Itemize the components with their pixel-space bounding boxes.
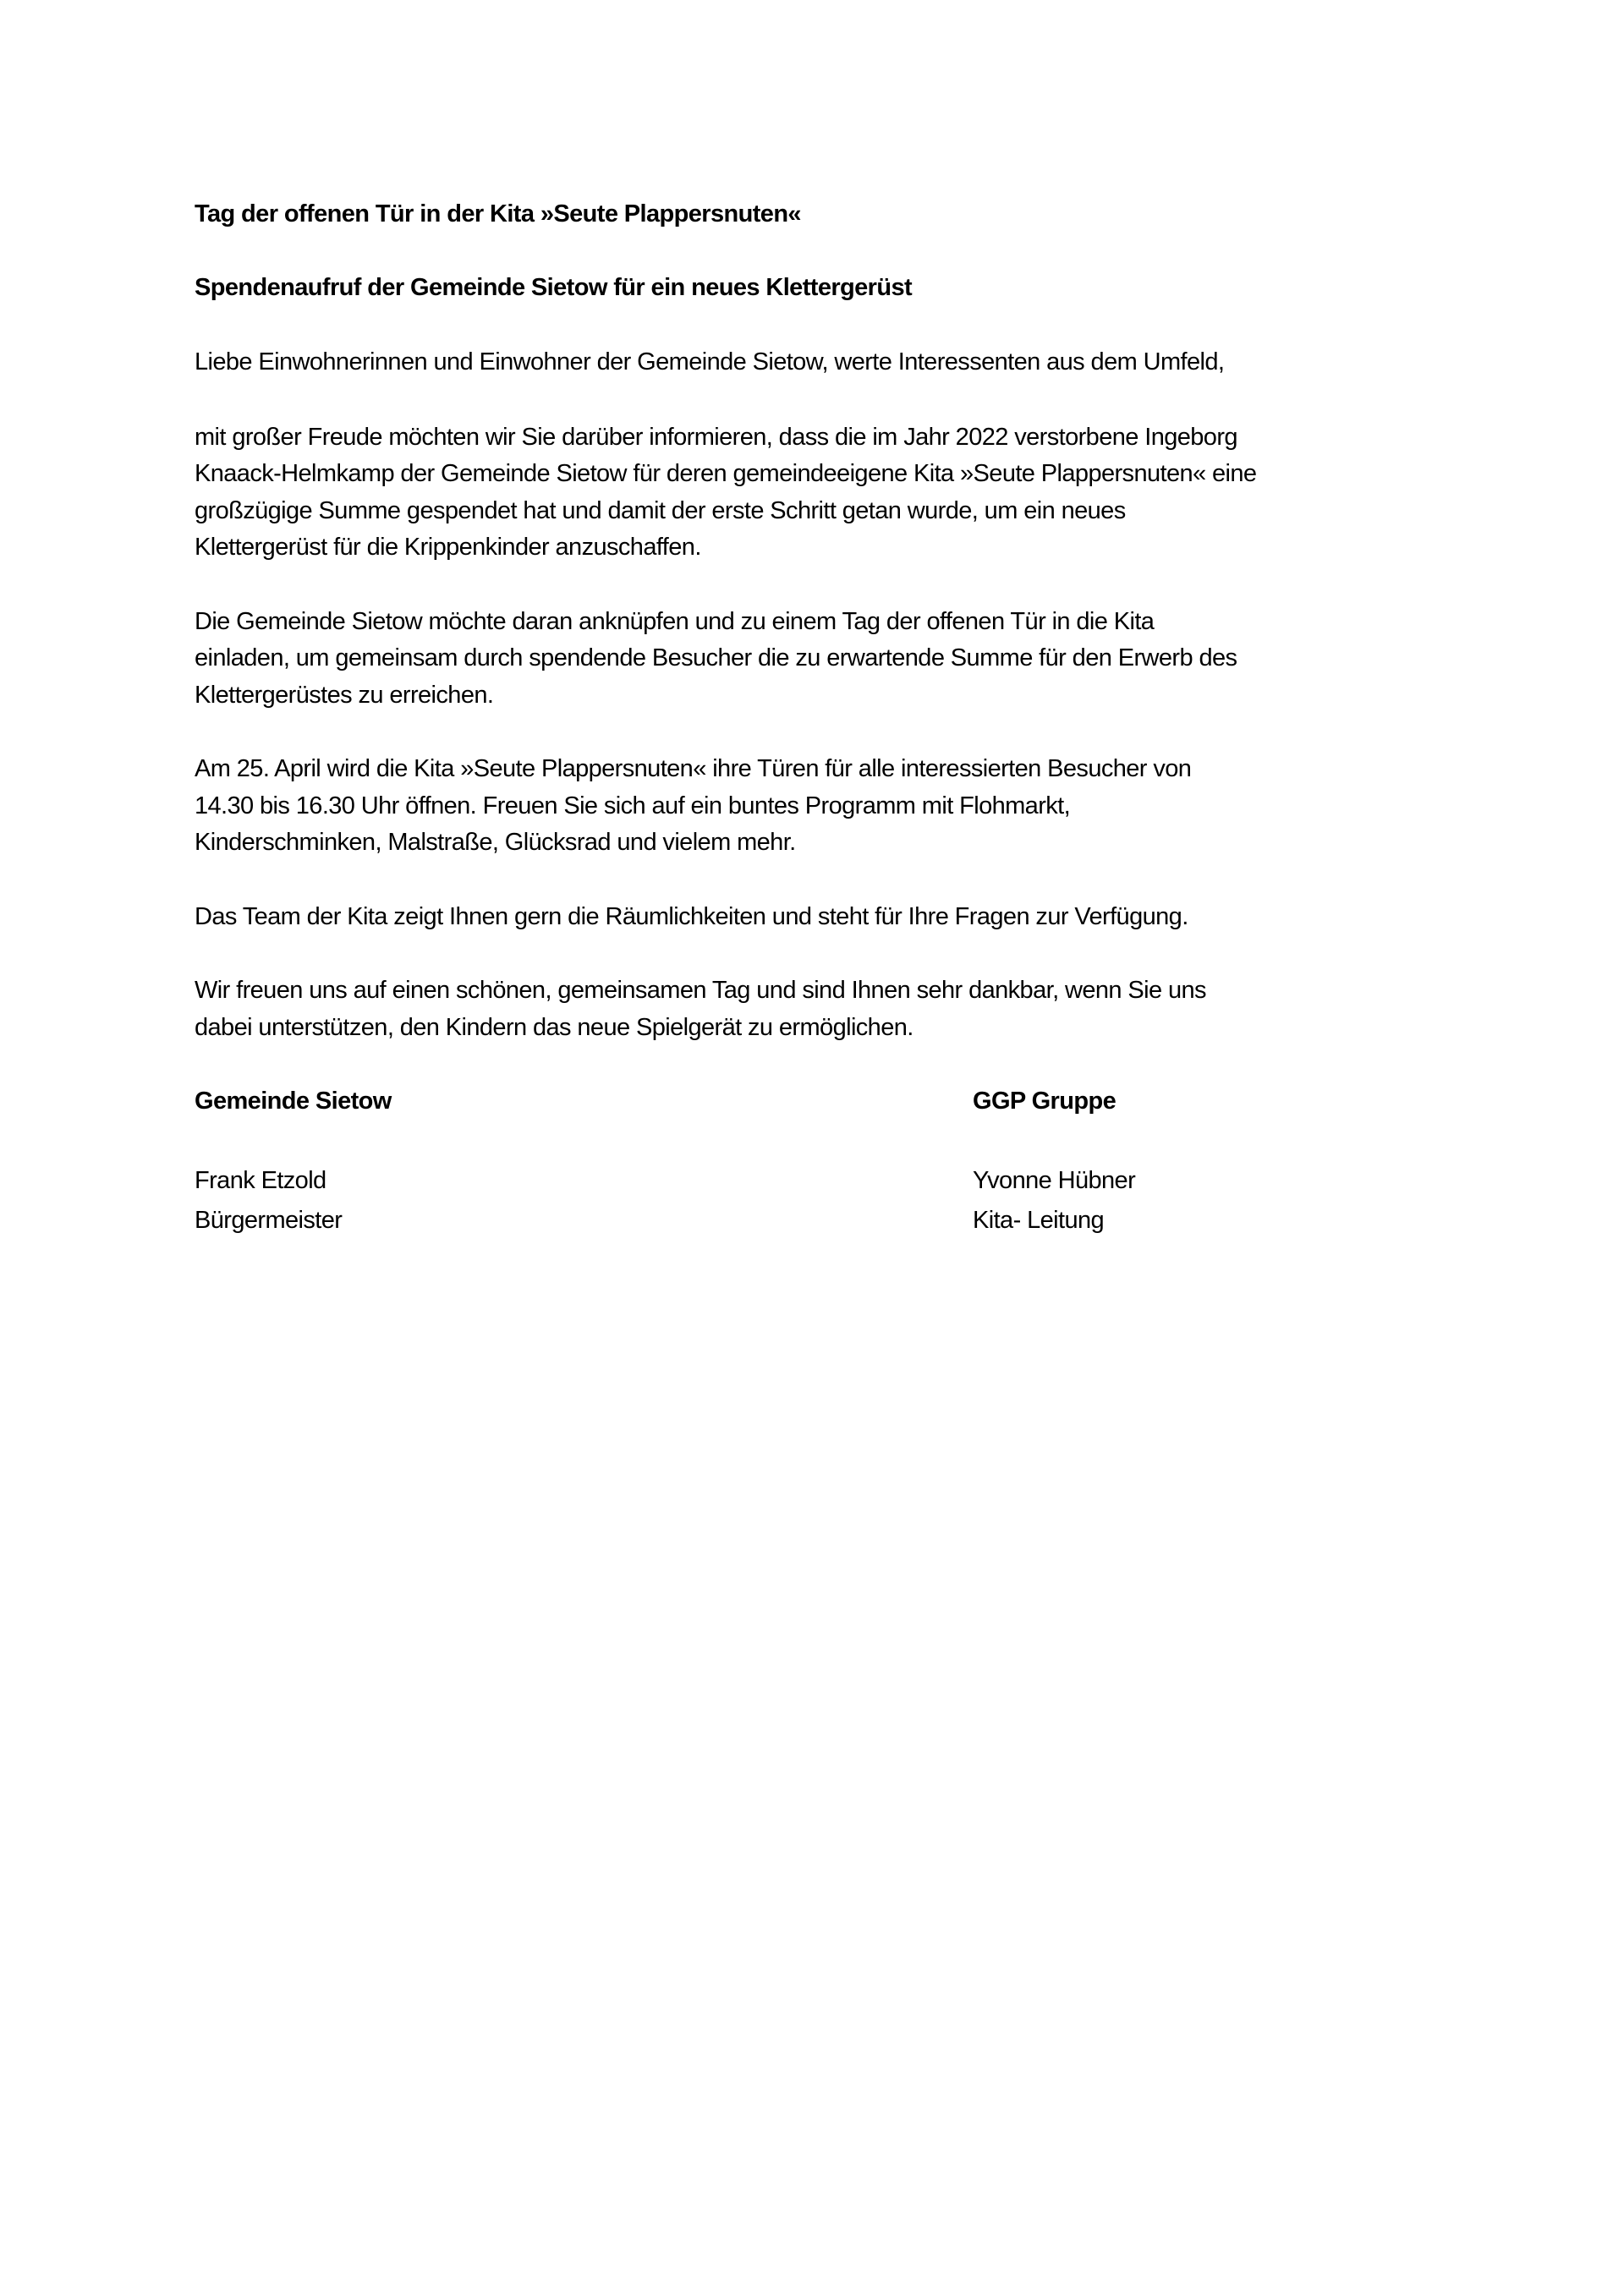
paragraph-line: Klettergerüstes zu erreichen. xyxy=(195,682,494,709)
greeting: Liebe Einwohnerinnen und Einwohner der Gemeinde Sietow, werte Interessenten aus dem Umfeld, xyxy=(195,348,1225,375)
paragraph-line: mit großer Freude möchten wir Sie darüber informieren, dass die im Jahr 2022 verstorbene Ingeborg xyxy=(195,424,1237,451)
paragraph-line: Klettergerüst für die Krippenkinder anzuschaffen. xyxy=(195,534,701,561)
paragraph-line: Kinderschminken, Malstraße, Glücksrad und vielem mehr. xyxy=(195,829,796,856)
paragraph-line: dabei unterstützen, den Kindern das neue Spielgerät zu ermöglichen. xyxy=(195,1014,914,1041)
signature-right-org: GGP Gruppe xyxy=(973,1088,1116,1115)
document-title: Tag der offenen Tür in der Kita »Seute Plappersnuten« xyxy=(195,200,801,227)
paragraph-line: 14.30 bis 16.30 Uhr öffnen. Freuen Sie sich auf ein buntes Programm mit Flohmarkt, xyxy=(195,792,1071,819)
signature-right-role: Kita- Leitung xyxy=(973,1207,1105,1234)
signature-left-role: Bürgermeister xyxy=(195,1207,343,1234)
paragraph-line: einladen, um gemeinsam durch spendende Besucher die zu erwartende Summe für den Erwerb des xyxy=(195,644,1237,671)
paragraph-line: Knaack-Helmkamp der Gemeinde Sietow für deren gemeindeeigene Kita »Seute Plappersnuten« eine xyxy=(195,460,1257,487)
paragraph-line: Wir freuen uns auf einen schönen, gemeinsamen Tag und sind Ihnen sehr dankbar, wenn Sie uns xyxy=(195,977,1206,1004)
signature-left-name: Frank Etzold xyxy=(195,1167,326,1194)
paragraph-line: großzügige Summe gespendet hat und damit der erste Schritt getan wurde, um ein neues xyxy=(195,497,1126,524)
paragraph-line: Am 25. April wird die Kita »Seute Plappersnuten« ihre Türen für alle interessierten Besucher von xyxy=(195,755,1192,782)
signature-right-name: Yvonne Hübner xyxy=(973,1167,1136,1194)
signature-left-org: Gemeinde Sietow xyxy=(195,1088,392,1115)
document-subtitle: Spendenaufruf der Gemeinde Sietow für ein neues Klettergerüst xyxy=(195,274,913,301)
paragraph-line: Die Gemeinde Sietow möchte daran anknüpfen und zu einem Tag der offenen Tür in die Kita xyxy=(195,608,1155,635)
paragraph-line: Das Team der Kita zeigt Ihnen gern die Räumlichkeiten und steht für Ihre Fragen zur Verfügung. xyxy=(195,903,1188,930)
